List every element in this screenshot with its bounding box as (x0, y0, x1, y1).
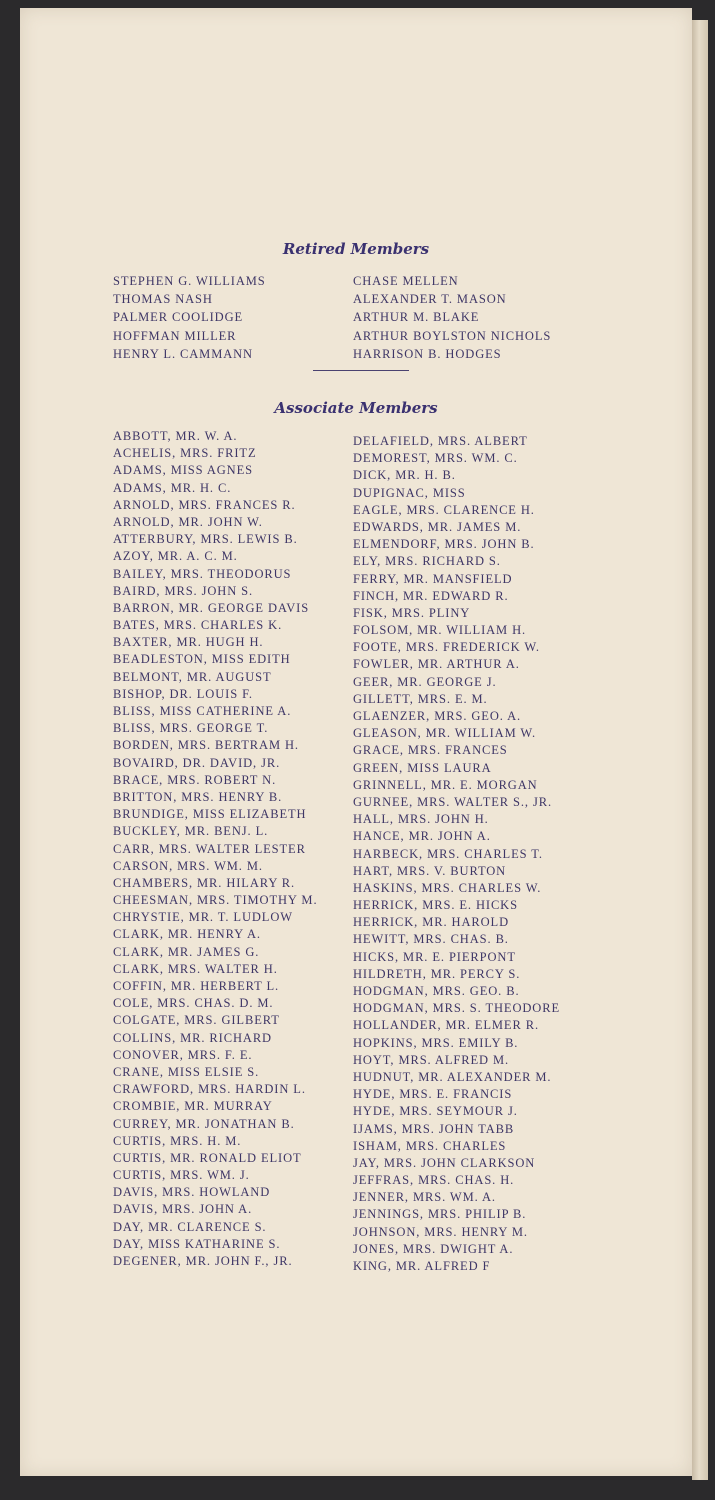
member-name: ADAMS, MR. H. C. (113, 480, 232, 495)
member-name: CRANE, MISS ELSIE S. (113, 1064, 260, 1079)
member-name: ARNOLD, MRS. FRANCES R. (113, 497, 296, 512)
associate-members-right-column (353, 433, 560, 1275)
member-name: ARNOLD, MR. JOHN W. (113, 514, 263, 529)
member-name: DAY, MISS KATHARINE S. (113, 1236, 281, 1251)
member-name: COFFIN, MR. HERBERT L. (113, 979, 280, 993)
member-name: HANCE, MR. JOHN A. (353, 829, 491, 844)
member-name: CLARK, MRS. WALTER H. (113, 961, 278, 976)
member-name: HERRICK, MR. HAROLD (353, 915, 509, 930)
member-name: GLEASON, MR. WILLIAM W. (353, 726, 536, 741)
member-name: GEER, MR. GEORGE J. (353, 674, 497, 689)
member-name: HOFFMAN MILLER (113, 328, 237, 343)
member-name: HILDRETH, MR. PERCY S. (353, 966, 521, 981)
member-name: HOLLANDER, MR. ELMER R. (353, 1018, 539, 1033)
member-name: DEGENER, MR. JOHN F., JR. (113, 1254, 293, 1268)
member-name: ARTHUR BOYLSTON NICHOLS (353, 328, 552, 343)
member-name: EDWARDS, MR. JAMES M. (353, 519, 522, 534)
member-name: HODGMAN, MRS. S. THEODORE (353, 1001, 561, 1016)
member-name: HOYT, MRS. ALFRED M. (353, 1052, 509, 1067)
member-name: ALEXANDER T. MASON (353, 292, 507, 307)
member-name: BAILEY, MRS. THEODORUS (113, 566, 292, 581)
member-name: CHASE MELLEN (353, 274, 459, 288)
retired-members-left-column (113, 272, 266, 363)
associate-members-left-column (113, 428, 317, 1270)
member-name: STEPHEN G. WILLIAMS (113, 274, 266, 288)
member-name: DAVIS, MRS. JOHN A. (113, 1202, 253, 1217)
retired-members-heading: Retired Members (282, 240, 430, 258)
member-name: CONOVER, MRS. F. E. (113, 1047, 253, 1062)
member-name: HARBECK, MRS. CHARLES T. (353, 846, 543, 861)
member-name: HYDE, MRS. E. FRANCIS (353, 1087, 513, 1102)
member-name: FOWLER, MR. ARTHUR A. (353, 657, 520, 672)
member-name: GURNEE, MRS. WALTER S., JR. (353, 794, 552, 809)
member-name: FERRY, MR. MANSFIELD (353, 571, 513, 586)
member-name: HARRISON B. HODGES (353, 346, 502, 361)
member-name: AZOY, MR. A. C. M. (113, 549, 238, 564)
member-name: DELAFIELD, MRS. ALBERT (353, 434, 528, 448)
page-edge (692, 20, 708, 1480)
member-name: GREEN, MISS LAURA (353, 760, 492, 775)
member-name: JENNINGS, MRS. PHILIP B. (353, 1207, 527, 1222)
member-name: BRUNDIGE, MISS ELIZABETH (113, 807, 307, 822)
member-name: CURTIS, MR. RONALD ELIOT (113, 1150, 302, 1165)
retired-members-right-column (353, 272, 551, 363)
member-name: BARRON, MR. GEORGE DAVIS (113, 600, 310, 615)
member-name: HART, MRS. V. BURTON (353, 863, 507, 878)
member-name: BATES, MRS. CHARLES K. (113, 618, 283, 633)
member-name: KING, MR. ALFRED F (353, 1259, 491, 1273)
member-name: ADAMS, MISS AGNES (113, 463, 253, 478)
member-name: CHAMBERS, MR. HILARY R. (113, 875, 296, 890)
member-name: BEADLESTON, MISS EDITH (113, 652, 291, 667)
member-name: CURREY, MR. JONATHAN B. (113, 1116, 295, 1131)
member-name: DAY, MR. CLARENCE S. (113, 1219, 267, 1234)
member-name: CLARK, MR. JAMES G. (113, 944, 260, 959)
member-name: ISHAM, MRS. CHARLES (353, 1138, 507, 1153)
member-name: DEMOREST, MRS. WM. C. (353, 451, 518, 466)
member-name: COLE, MRS. CHAS. D. M. (113, 996, 274, 1011)
member-name: ATTERBURY, MRS. LEWIS B. (113, 532, 298, 547)
member-name: CLARK, MR. HENRY A. (113, 927, 261, 942)
member-name: HERRICK, MRS. E. HICKS (353, 898, 518, 913)
member-name: JEFFRAS, MRS. CHAS. H. (353, 1173, 515, 1188)
section-divider (313, 370, 409, 371)
member-name: JONES, MRS. DWIGHT A. (353, 1241, 514, 1256)
member-name: CROMBIE, MR. MURRAY (113, 1099, 273, 1114)
member-name: HEWITT, MRS. CHAS. B. (353, 932, 509, 947)
member-name: DAVIS, MRS. HOWLAND (113, 1185, 271, 1200)
member-name: BUCKLEY, MR. BENJ. L. (113, 824, 269, 839)
member-name: HYDE, MRS. SEYMOUR J. (353, 1104, 518, 1119)
member-name: BELMONT, MR. AUGUST (113, 669, 272, 684)
member-name: CURTIS, MRS. WM. J. (113, 1168, 250, 1183)
member-name: ELY, MRS. RICHARD S. (353, 554, 501, 569)
member-name: DICK, MR. H. B. (353, 468, 456, 483)
member-name: BRACE, MRS. ROBERT N. (113, 772, 277, 787)
member-name: BLISS, MISS CATHERINE A. (113, 704, 292, 718)
member-name: JENNER, MRS. WM. A. (353, 1190, 496, 1205)
member-name: HODGMAN, MRS. GEO. B. (353, 984, 520, 998)
member-name: FOLSOM, MR. WILLIAM H. (353, 623, 527, 638)
member-name: DUPIGNAC, MISS (353, 485, 466, 500)
member-name: BISHOP, DR. LOUIS F. (113, 686, 253, 701)
member-name: CARR, MRS. WALTER LESTER (113, 841, 306, 856)
document-page (20, 8, 692, 1476)
member-name: BOVAIRD, DR. DAVID, JR. (113, 755, 281, 770)
member-name: HICKS, MR. E. PIERPONT (353, 949, 516, 964)
member-name: FOOTE, MRS. FREDERICK W. (353, 640, 540, 655)
member-name: HUDNUT, MR. ALEXANDER M. (353, 1069, 552, 1084)
member-name: COLGATE, MRS. GILBERT (113, 1013, 280, 1028)
member-name: ABBOTT, MR. W. A. (113, 429, 238, 443)
member-name: CHEESMAN, MRS. TIMOTHY M. (113, 893, 318, 908)
member-name: HALL, MRS. JOHN H. (353, 812, 489, 827)
member-name: CHRYSTIE, MR. T. LUDLOW (113, 910, 293, 925)
member-name: ELMENDORF, MRS. JOHN B. (353, 537, 535, 552)
member-name: GRINNELL, MR. E. MORGAN (353, 777, 538, 792)
member-name: HASKINS, MRS. CHARLES W. (353, 880, 542, 895)
member-name: BAXTER, MR. HUGH H. (113, 635, 264, 650)
associate-members-heading: Associate Members (274, 399, 438, 417)
member-name: BLISS, MRS. GEORGE T. (113, 721, 269, 736)
member-name: JAY, MRS. JOHN CLARKSON (353, 1155, 536, 1170)
member-name: PALMER COOLIDGE (113, 310, 244, 325)
member-name: COLLINS, MR. RICHARD (113, 1030, 272, 1045)
member-name: ACHELIS, MRS. FRITZ (113, 446, 257, 461)
member-name: HENRY L. CAMMANN (113, 346, 253, 361)
member-name: THOMAS NASH (113, 292, 213, 307)
member-name: CARSON, MRS. WM. M. (113, 858, 263, 873)
member-name: BORDEN, MRS. BERTRAM H. (113, 738, 299, 753)
member-name: BAIRD, MRS. JOHN S. (113, 583, 254, 598)
member-name: FISK, MRS. PLINY (353, 605, 471, 620)
member-name: ARTHUR M. BLAKE (353, 310, 480, 325)
member-name: GILLETT, MRS. E. M. (353, 691, 488, 706)
member-name: IJAMS, MRS. JOHN TABB (353, 1121, 515, 1136)
member-name: HOPKINS, MRS. EMILY B. (353, 1035, 519, 1050)
member-name: CURTIS, MRS. H. M. (113, 1133, 242, 1148)
member-name: JOHNSON, MRS. HENRY M. (353, 1224, 528, 1239)
member-name: CRAWFORD, MRS. HARDIN L. (113, 1082, 306, 1097)
member-name: GLAENZER, MRS. GEO. A. (353, 709, 522, 723)
member-name: FINCH, MR. EDWARD R. (353, 588, 509, 603)
member-name: BRITTON, MRS. HENRY B. (113, 789, 283, 804)
member-name: GRACE, MRS. FRANCES (353, 743, 508, 758)
member-name: EAGLE, MRS. CLARENCE H. (353, 502, 535, 517)
